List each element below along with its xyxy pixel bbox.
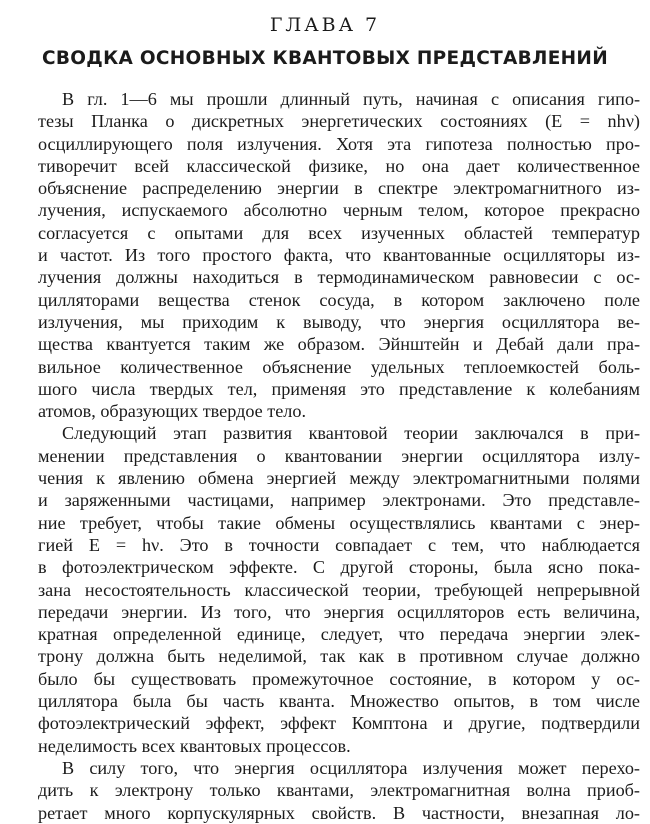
text-line: чения к явлению обмена энергией между электромагнитными полями	[38, 468, 640, 489]
text-line: атомов, образующих твердое тело.	[38, 401, 306, 422]
text-line: и частот. Из того простого факта, что квантованные осцилляторы из-	[38, 245, 640, 266]
text-line: Следующий этап развития квантовой теории заключался в при-	[62, 423, 640, 444]
text-line: ние требует, чтобы такие обмены осуществлялись квантами с энер-	[38, 512, 640, 533]
text-line: В гл. 1—6 мы прошли длинный путь, начиная с описания гипо-	[62, 89, 640, 109]
text-line: лучения должны находиться в термодинамическом равновесии с ос-	[38, 267, 640, 288]
text-line: было бы существовать промежуточное состояние, в котором у ос-	[38, 668, 640, 689]
text-line: согласуется с опытами для всех изученных областей температур	[38, 222, 640, 243]
text-line: объяснение распределению энергии в спектре электромагнитного из-	[38, 178, 640, 199]
paragraph-2	[38, 422, 640, 756]
chapter-label: ГЛАВА 7	[269, 14, 381, 36]
text-line: циллятора была бы часть кванта. Множество опытов, в том числе	[38, 691, 640, 712]
text-line: менении представления о квантовании энергии осциллятора излу-	[38, 445, 640, 466]
text-line: фотоэлектрический эффект, эффект Комптона и другие, подтвердили	[38, 713, 640, 734]
text-line: передачи энергии. Из того, что энергия осцилляторов есть величина,	[38, 601, 640, 622]
text-line: гией E = hν. Это в точности совпадает с тем, что наблюдается	[38, 534, 640, 555]
text-line: осциллирующего поля излучения. Хотя эта гипотеза полностью про-	[38, 133, 640, 154]
text-line: шого числа твердых тел, применяя это представление к колебаниям	[38, 378, 640, 399]
text-line: трону должна быть неделимой, так как в противном случае должно	[38, 646, 640, 667]
text-line: тиворечит всей классической физике, но она дает количественное	[38, 155, 640, 176]
text-line: неделимость всех квантовых процессов.	[38, 735, 351, 756]
text-line: цилляторами вещества стенок сосуда, в котором заключено поле	[38, 289, 640, 310]
text-line: дить к электрону только квантами, электромагнитная волна приоб-	[38, 780, 640, 801]
text-line: вильное количественное объяснение удельных теплоемкостей боль-	[38, 356, 640, 377]
text-line: и заряженными частицами, например электронами. Это представле-	[38, 490, 640, 511]
text-line: зана несостоятельность классической теории, требующей непрерывной	[38, 579, 640, 600]
text-line: кратная определенной единице, следует, что передача энергии элек-	[38, 624, 640, 645]
text-line: в фотоэлектрическом эффекте. С другой стороны, была ясно пока-	[38, 557, 640, 578]
paragraph-3	[38, 757, 640, 824]
text-line: ретает много корпускулярных свойств. В частности, внезапная ло-	[38, 802, 640, 823]
text-line: щества квантуется таким же образом. Эйнштейн и Дебай дали пра-	[38, 334, 640, 355]
chapter-title: СВОДКА ОСНОВНЫХ КВАНТОВЫХ ПРЕДСТАВЛЕНИЙ	[42, 48, 608, 69]
text-line: лучения, испускаемого абсолютно черным телом, которое прекрасно	[38, 200, 640, 221]
text-line: излучения, мы приходим к выводу, что энергия осциллятора ве-	[38, 311, 640, 332]
text-line: тезы Планка о дискретных энергетических состояниях (E = nhν)	[38, 111, 640, 132]
text-line: В силу того, что энергия осциллятора излучения может перехо-	[62, 757, 640, 778]
paragraph-1	[38, 88, 640, 422]
body-text	[38, 88, 640, 824]
